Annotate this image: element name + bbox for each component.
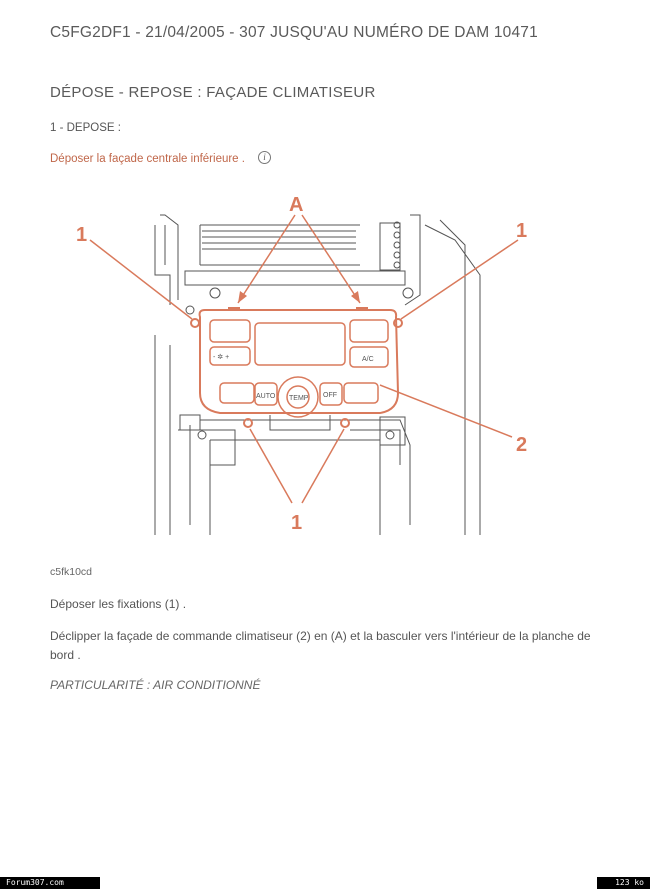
dashboard-outline — [155, 215, 480, 535]
btn-auto-label: AUTO — [256, 393, 276, 400]
screw-hole — [386, 431, 394, 439]
screw-hole — [403, 288, 413, 298]
footer-site: Forum307.com — [0, 877, 100, 889]
clip-left — [228, 307, 240, 311]
footer-size: 123 ko — [597, 877, 650, 889]
note-air-conditioning: PARTICULARITÉ : AIR CONDITIONNÉ — [50, 678, 261, 692]
btn-temp-label: TEMP — [289, 395, 309, 402]
label-a: A — [289, 194, 304, 216]
removal-diagram — [60, 185, 560, 545]
label-2: 2 — [516, 434, 528, 456]
screw-hole — [210, 288, 220, 298]
page-title: DÉPOSE - REPOSE : FAÇADE CLIMATISEUR — [50, 84, 376, 101]
screw-hole — [186, 306, 194, 314]
screw-hole — [394, 242, 400, 248]
btn-off-label: OFF — [323, 392, 337, 399]
arrowhead — [351, 291, 360, 303]
paragraph-unclip: Déclipper la façade de commande climatiseur (2) en (A) et la basculer vers l'intérieur de la planche de bord . — [50, 629, 591, 662]
screw-hole — [394, 232, 400, 238]
btn-minus-plus-label: - ✲ + — [213, 354, 230, 361]
paragraph-fixations: Déposer les fixations (1) . — [50, 597, 187, 611]
label-1-right: 1 — [516, 220, 528, 242]
fixation-left — [191, 319, 199, 327]
callout-lines — [90, 215, 518, 503]
step-heading: 1 - DEPOSE : — [50, 122, 121, 134]
fixation-points — [191, 319, 402, 427]
arrowheads — [238, 291, 360, 303]
arrowhead — [238, 291, 247, 303]
instruction-link[interactable]: Déposer la façade centrale inférieure . — [50, 153, 245, 165]
figure-caption: c5fk10cd — [50, 566, 93, 578]
screw-hole — [394, 262, 400, 268]
label-1-bottom: 1 — [291, 512, 303, 534]
label-1-left: 1 — [76, 224, 88, 246]
info-icon[interactable]: i — [258, 151, 271, 164]
screw-holes — [186, 222, 413, 439]
btn-ac-label: A/C — [362, 356, 374, 363]
clip-right — [356, 307, 368, 311]
screw-hole — [394, 252, 400, 258]
screw-hole — [198, 431, 206, 439]
document-reference: C5FG2DF1 - 21/04/2005 - 307 JUSQU'AU NUMÉRO DE DAM 10471 — [50, 24, 538, 41]
